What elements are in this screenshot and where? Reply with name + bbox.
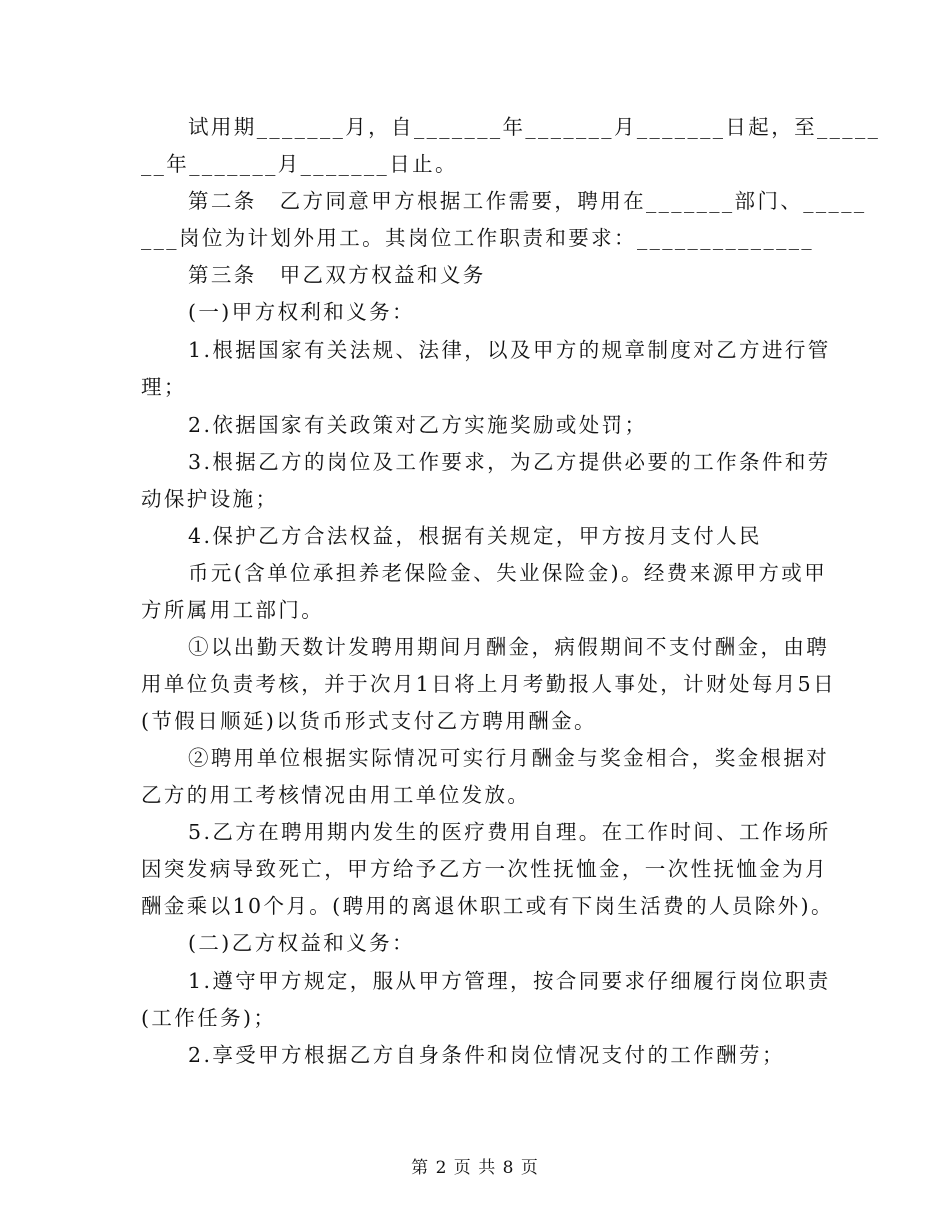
text-line-3: 第二条 乙方同意甲方根据工作需要，聘用在_______部门、_____ xyxy=(188,189,867,213)
text-line-21: 因突发病导致死亡，甲方给予乙方一次性抚恤金，一次性抚恤金为月 xyxy=(141,857,828,881)
text-line-15: ①以出勤天数计发聘用期间月酬金，病假期间不支付酬金，由聘 xyxy=(188,635,830,659)
text-line-13: 币元(含单位承担养老保险金、失业保险金)。经费来源甲方或甲 xyxy=(188,561,828,585)
text-line-5: 第三条 甲乙双方权益和义务 xyxy=(188,263,486,287)
text-line-7: 1.根据国家有关法规、法律，以及甲方的规章制度对乙方进行管 xyxy=(188,338,831,362)
text-line-16: 用单位负责考核，并于次月1日将上月考勤报人事处，计财处每月5日 xyxy=(141,672,836,696)
text-line-26: 2.享受甲方根据乙方自身条件和岗位情况支付的工作酬劳； xyxy=(188,1043,785,1067)
page-number-footer: 第 2 页 共 8 页 xyxy=(411,1158,539,1178)
text-line-8: 理； xyxy=(141,375,187,399)
text-line-2: __年_______月_______日止。 xyxy=(141,152,458,176)
text-line-4: ___岗位为计划外用工。其岗位工作职责和要求：______________ xyxy=(141,226,815,250)
text-line-6: (一)甲方权利和义务： xyxy=(188,300,415,324)
text-line-11: 动保护设施； xyxy=(141,487,279,511)
text-line-17: (节假日顺延)以货币形式支付乙方聘用酬金。 xyxy=(141,709,597,733)
text-line-24: 1.遵守甲方规定，服从甲方管理，按合同要求仔细履行岗位职责 xyxy=(188,969,831,993)
text-line-22: 酬金乘以10个月。(聘用的离退休职工或有下岗生活费的人员除外)。 xyxy=(141,894,834,918)
text-line-25: (工作任务)； xyxy=(141,1006,277,1030)
text-line-1: 试用期_______月，自_______年_______月_______日起，至_____ xyxy=(188,115,881,139)
text-line-10: 3.根据乙方的岗位及工作要求，为乙方提供必要的工作条件和劳 xyxy=(188,450,831,474)
text-line-12: 4.保护乙方合法权益，根据有关规定，甲方按月支付人民 xyxy=(188,524,762,548)
text-line-20: 5.乙方在聘用期内发生的医疗费用自理。在工作时间、工作场所 xyxy=(188,820,831,844)
text-line-18: ②聘用单位根据实际情况可实行月酬金与奖金相合，奖金根据对 xyxy=(188,746,830,770)
text-line-23: (二)乙方权益和义务： xyxy=(188,931,415,955)
text-line-19: 乙方的用工考核情况由用工单位发放。 xyxy=(141,783,531,807)
text-line-9: 2.依据国家有关政策对乙方实施奖励或处罚； xyxy=(188,413,648,437)
text-line-14: 方所属用工部门。 xyxy=(141,598,325,622)
